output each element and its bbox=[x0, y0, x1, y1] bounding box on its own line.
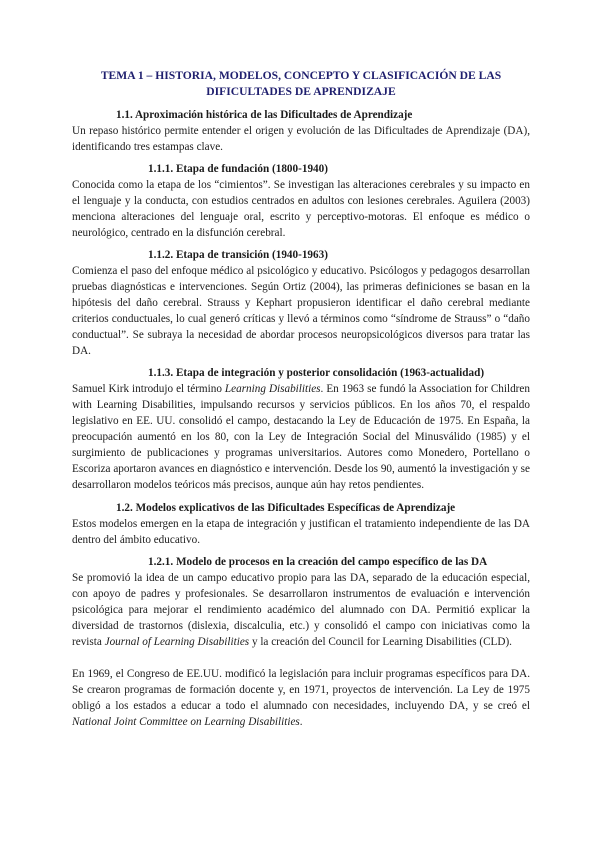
document-page bbox=[72, 68, 530, 730]
section-text-1-1-1: Conocida como la etapa de los “cimientos”. Se investigan las alteraciones cerebrales y su impacto en el lenguaje y la conducta, con estudios centrados en adultos con lesiones cerebrales. Aguilera (2003) menciona alteraciones del lenguaje oral, escrito y perceptivo-motoras. El enfoque es médico o neurológico, centrado en la disfunción cerebral. bbox=[72, 179, 530, 239]
section-heading-1-2-1: 1.2.1. Modelo de procesos en la creación del campo específico de las DA bbox=[148, 556, 488, 568]
section-text-1-2-1 bbox=[72, 570, 530, 650]
section-text-1-1-3 bbox=[72, 381, 530, 493]
learning-disabilities-term: Learning Disabilities bbox=[224, 383, 321, 395]
committee-name: National Joint Committee on Learning Disabilities bbox=[72, 716, 300, 728]
section-heading-1-1-3: 1.1.3. Etapa de integración y posterior consolidación (1963-actualidad) bbox=[148, 367, 485, 379]
section-heading-1-1-1: 1.1.1. Etapa de fundación (1800-1940) bbox=[148, 163, 328, 175]
page-title: TEMA 1 – HISTORIA, MODELOS, CONCEPTO Y CLASIFICACIÓN DE LAS DIFICULTADES DE APRENDIZAJE bbox=[100, 69, 502, 98]
section-text-1-1: Un repaso histórico permite entender el origen y evolución de las Dificultades de Aprendizaje (DA), identificando tres estampas clave. bbox=[72, 125, 530, 153]
section-text-1-2-1-p2 bbox=[72, 666, 530, 730]
journal-title: Journal of Learning Disabilities bbox=[104, 636, 250, 648]
text-segment: y la creación del Council for Learning Disabilities (CLD). bbox=[249, 636, 512, 648]
text-segment: En 1969, el Congreso de EE.UU. modificó la legislación para incluir programas específicos para DA. Se crearon programas de formación docente y, en 1971, proyectos de intervención. La Ley de 1975 obligó a los estados a educar a todo el alumnado con necesidades, incluyendo DA, y se creó el bbox=[72, 668, 530, 712]
text-segment: Se promovió la idea de un campo educativo propio para las DA, separado de la educación especial, con apoyo de padres y profesionales. Se desarrollaron instrumentos de evaluación e intervención psicológica para mejorar el rendimiento académico del alumnado con DA. Permitió explicar la diversidad de trastornos (dislexia, discalculia, etc.) y consolidó el campo con iniciativas como la revista bbox=[72, 572, 530, 648]
text-segment: . En 1963 se fundó la Association for Children with Learning Disabilities, impulsando recursos y servicios públicos. En los años 70, el respaldo legislativo en EE. UU. consolidó el campo, destacando la Ley de Educación de 1975. En España, la preocupación aumentó en los 80, con la Ley de Integración Social del Minusválido (1985) y el surgimiento de publicaciones y programas universitarios. Autores como Monedero, Portellano o Escoriza aportaron avances en diagnóstico e intervención. Desde los 90, aumentó la investigación y se desarrollaron modelos teóricos más precisos, aunque aún hay retos pendientes. bbox=[72, 383, 530, 491]
section-heading-1-2: 1.2. Modelos explicativos de las Dificultades Específicas de Aprendizaje bbox=[116, 502, 456, 514]
section-heading-1-1-2: 1.1.2. Etapa de transición (1940-1963) bbox=[148, 249, 328, 261]
section-text-1-1-2: Comienza el paso del enfoque médico al psicológico y educativo. Psicólogos y pedagogos desarrollan pruebas diagnósticas e intervenciones. Según Ortiz (2004), las primeras definiciones se basan en la hipótesis del daño cerebral. Strauss y Kephart propusieron identificar el daño cerebral mediante criterios conductuales, lo cual generó críticas y llevó a términos como “síndrome de Strauss” o “daño conductual”. Se subraya la necesidad de abordar procesos neuropsicológicos diversos para tratar las DA. bbox=[72, 265, 530, 357]
section-heading-1-1: 1.1. Aproximación histórica de las Dificultades de Aprendizaje bbox=[116, 109, 413, 121]
section-text-1-2: Estos modelos emergen en la etapa de integración y justifican el tratamiento independiente de las DA dentro del ámbito educativo. bbox=[72, 518, 530, 546]
text-segment: Samuel Kirk introdujo el término bbox=[72, 383, 225, 395]
text-segment: . bbox=[299, 716, 303, 728]
